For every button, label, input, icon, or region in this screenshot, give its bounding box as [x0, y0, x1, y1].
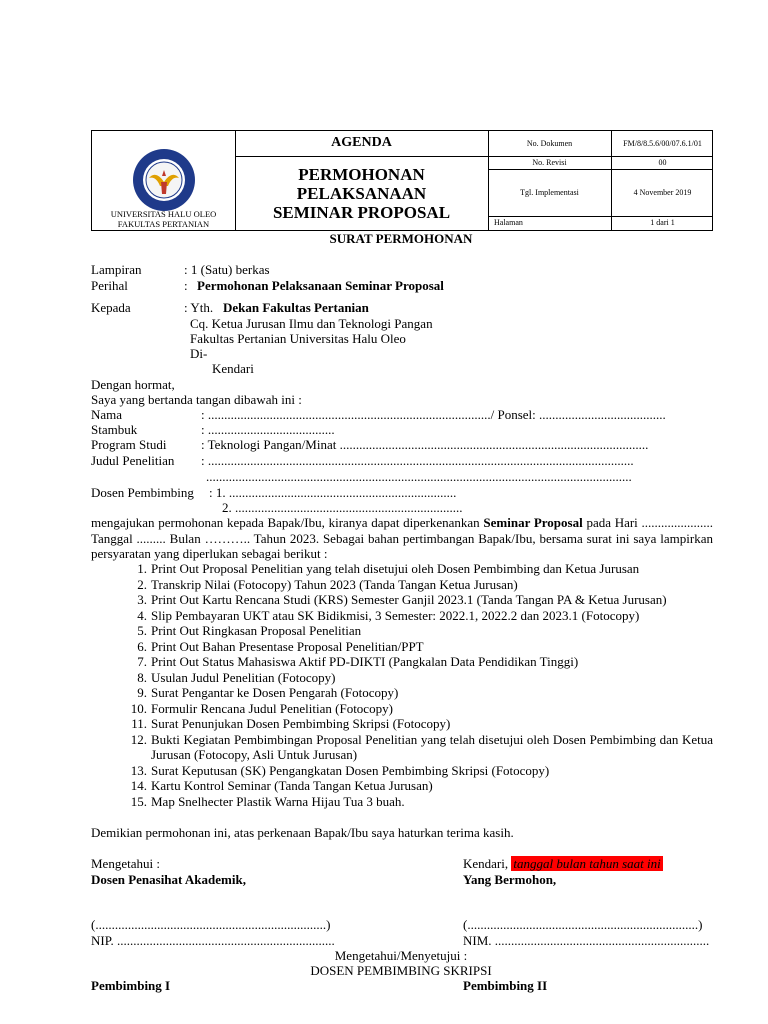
paragraph-text-2: pada Hari ...................... Tanggal ......... Bulan ……….. Tahun 2023. Sebagai bahan pertimbangan Bapak/Ibu, bersama surat ini saya lampirkan persyaratan yang diperlukan sebagai berikut : [91, 515, 714, 561]
stambuk-value: : ....................................... [201, 422, 335, 437]
requirement-text: Print Out Ringkasan Proposal Penelitian [151, 623, 362, 638]
requirement-text: Surat Keputusan (SK) Pengangkatan Dosen Pembimbing Skripsi (Fotocopy) [151, 762, 550, 778]
doc-no-value: FM/8/8.5.6/00/07.6.1/01 [623, 139, 702, 148]
requirement-text: Kartu Kontrol Seminar (Tanda Tangan Ketua Jurusan) [151, 778, 433, 793]
implementation-date-label: Tgl. Implementasi [520, 188, 579, 197]
kepada-label: Kepada [91, 300, 131, 315]
right-sign-nim: NIM. .................................................................. [463, 933, 710, 948]
lampiran-value: : 1 (Satu) berkas [184, 262, 270, 277]
left-sign-nip: NIP. ................................................................... [91, 933, 335, 948]
requirement-number: 14. [130, 778, 147, 793]
intro: Saya yang bertanda tangan dibawah ini : [91, 392, 302, 407]
requirement-item [91, 794, 713, 810]
date-placeholder: tanggal bulan tahun saat ini [513, 856, 661, 871]
right-sign-name: (.......................................................................) [463, 917, 703, 932]
left-sign-name: (.......................................................................) [91, 917, 331, 932]
right-sign-role: Yang Bermohon, [463, 872, 557, 887]
requirement-number: 8. [137, 669, 147, 685]
requirement-text: Usulan Judul Penelitian (Fotocopy) [151, 669, 336, 685]
right-sign-date [463, 856, 663, 872]
requirement-number: 7. [137, 654, 147, 669]
requirement-number: 11. [131, 716, 147, 731]
requirement-text: Bukti Kegiatan Pembimbingan Proposal Penelitian yang telah disetujui oleh Dosen Pembimbing dan Ketua Jurusan (Fotocopy, Asli Untuk Jurusan) [151, 731, 713, 762]
dosen-value-2: 2. ...................................................................... [222, 500, 463, 515]
requirements-list [91, 561, 713, 809]
judul-value-2: ................................................................................................................................... [206, 469, 632, 484]
requirement-number: 3. [137, 592, 147, 607]
right-sign-place: Kendari, [463, 856, 509, 871]
requirement-text: Print Out Bahan Presentase Proposal Penelitian/PPT [151, 638, 424, 654]
prodi-value: : Teknologi Pangan/Minat ............................................................................................... [201, 437, 649, 452]
requirement-number: 12. [130, 731, 147, 747]
requirement-number: 1. [137, 561, 147, 576]
kepada-colon: : Yth. [184, 300, 214, 315]
requirement-text: Slip Pembayaran UKT atau SK Bidikmisi, 3 Semester: 2022.1, 2022.2 dan 2023.1 (Fotocopy) [151, 607, 640, 623]
address-line-3: Di- [190, 346, 208, 361]
left-sign-label: Mengetahui : [91, 856, 160, 871]
requirement-number: 6. [137, 638, 147, 654]
requirement-text: Transkrip Nilai (Fotocopy) Tahun 2023 (Tanda Tangan Ketua Jurusan) [151, 576, 518, 592]
dosen-value-1: : 1. ...................................................................... [209, 485, 457, 500]
center-sign-role: DOSEN PEMBIMBING SKRIPSI [310, 963, 492, 978]
requirement-text: Print Out Status Mahasiswa Aktif PD-DIKTI (Pangkalan Data Pendidikan Tinggi) [151, 654, 579, 669]
page-value: 1 dari 1 [650, 218, 675, 227]
requirement-item [91, 592, 713, 608]
left-sign-role: Dosen Penasihat Akademik, [91, 872, 246, 887]
revision-label: No. Revisi [532, 158, 567, 167]
requirement-text: Print Out Proposal Penelitian yang telah disetujui oleh Dosen Pembimbing dan Ketua Jurusan [151, 561, 640, 576]
judul-value: : ................................................................................................................................... [201, 453, 634, 468]
requirement-text: Print Out Kartu Rencana Studi (KRS) Semester Ganjil 2023.1 (Tanda Tangan PA & Ketua Jurusan) [151, 592, 667, 607]
lampiran-label: Lampiran [91, 262, 142, 277]
agenda-label: AGENDA [331, 135, 392, 150]
faculty-name: FAKULTAS PERTANIAN [117, 219, 210, 229]
requirement-number: 9. [137, 685, 147, 700]
university-logo [132, 148, 196, 212]
address-line-4: Kendari [212, 361, 254, 376]
nama-value: : ......................................................................................./ Ponsel: ....................................... [201, 407, 666, 422]
requirement-text: Surat Penunjukan Dosen Pembimbing Skripsi (Fotocopy) [151, 716, 451, 731]
address-line-1: Cq. Ketua Jurusan Ilmu dan Teknologi Pangan [190, 316, 433, 331]
greeting: Dengan hormat, [91, 377, 175, 392]
closing-text: Demikian permohonan ini, atas perkenaan Bapak/Ibu saya haturkan terima kasih. [91, 825, 514, 840]
title-line-3: SEMINAR PROPOSAL [272, 203, 451, 222]
requirement-item [91, 639, 713, 655]
paragraph-text-1: mengajukan permohonan kepada Bapak/Ibu, kiranya dapat diperkenankan [91, 515, 480, 530]
requirement-item [91, 732, 713, 763]
requirement-item [91, 716, 713, 732]
requirement-item [91, 778, 713, 794]
request-paragraph [91, 515, 713, 562]
nama-label: Nama [91, 407, 123, 422]
perihal-label: Perihal [91, 278, 128, 293]
implementation-date-value: 4 November 2019 [633, 188, 692, 197]
requirement-item [91, 763, 713, 779]
kepada-value: Dekan Fakultas Pertanian [223, 300, 369, 315]
requirement-item [91, 654, 713, 670]
requirement-item [91, 623, 713, 639]
letter-title: SURAT PERMOHONAN [329, 231, 473, 246]
requirement-number: 15. [130, 793, 147, 809]
title-line-2: PELAKSANAAN [296, 184, 427, 203]
title-line-1: PERMOHONAN [298, 165, 425, 184]
prodi-label: Program Studi [91, 437, 167, 452]
dosen-label: Dosen Pembimbing [91, 485, 194, 500]
requirement-item [91, 670, 713, 686]
perihal-value: Permohonan Pelaksanaan Seminar Proposal [197, 278, 444, 293]
requirement-number: 2. [137, 576, 147, 592]
page-label: Halaman [494, 218, 523, 227]
requirement-number: 5. [137, 623, 147, 638]
university-name: UNIVERSITAS HALU OLEO [110, 209, 217, 219]
revision-value: 00 [658, 158, 667, 167]
requirement-text: Formulir Rencana Judul Penelitian (Fotocopy) [151, 700, 393, 716]
requirement-item [91, 577, 713, 593]
address-line-2: Fakultas Pertanian Universitas Halu Oleo [190, 331, 406, 346]
perihal-colon: : [184, 278, 188, 293]
requirement-item [91, 685, 713, 701]
requirement-item [91, 561, 713, 577]
center-sign-label: Mengetahui/Menyetujui : [334, 948, 468, 963]
pembimbing-2: Pembimbing II [463, 978, 548, 993]
requirement-text: Map Snelhecter Plastik Warna Hijau Tua 3 buah. [151, 793, 405, 809]
requirement-number: 4. [137, 607, 147, 623]
requirement-item [91, 608, 713, 624]
document-header-table [91, 130, 713, 231]
requirement-text: Surat Pengantar ke Dosen Pengarah (Fotocopy) [151, 685, 399, 700]
paragraph-bold: Seminar Proposal [483, 515, 583, 530]
requirement-number: 13. [130, 762, 147, 778]
stambuk-label: Stambuk [91, 422, 138, 437]
requirement-number: 10. [130, 700, 147, 716]
pembimbing-1: Pembimbing I [91, 978, 171, 993]
doc-no-label: No. Dokumen [526, 139, 573, 148]
judul-label: Judul Penelitian [91, 453, 175, 468]
requirement-item [91, 701, 713, 717]
